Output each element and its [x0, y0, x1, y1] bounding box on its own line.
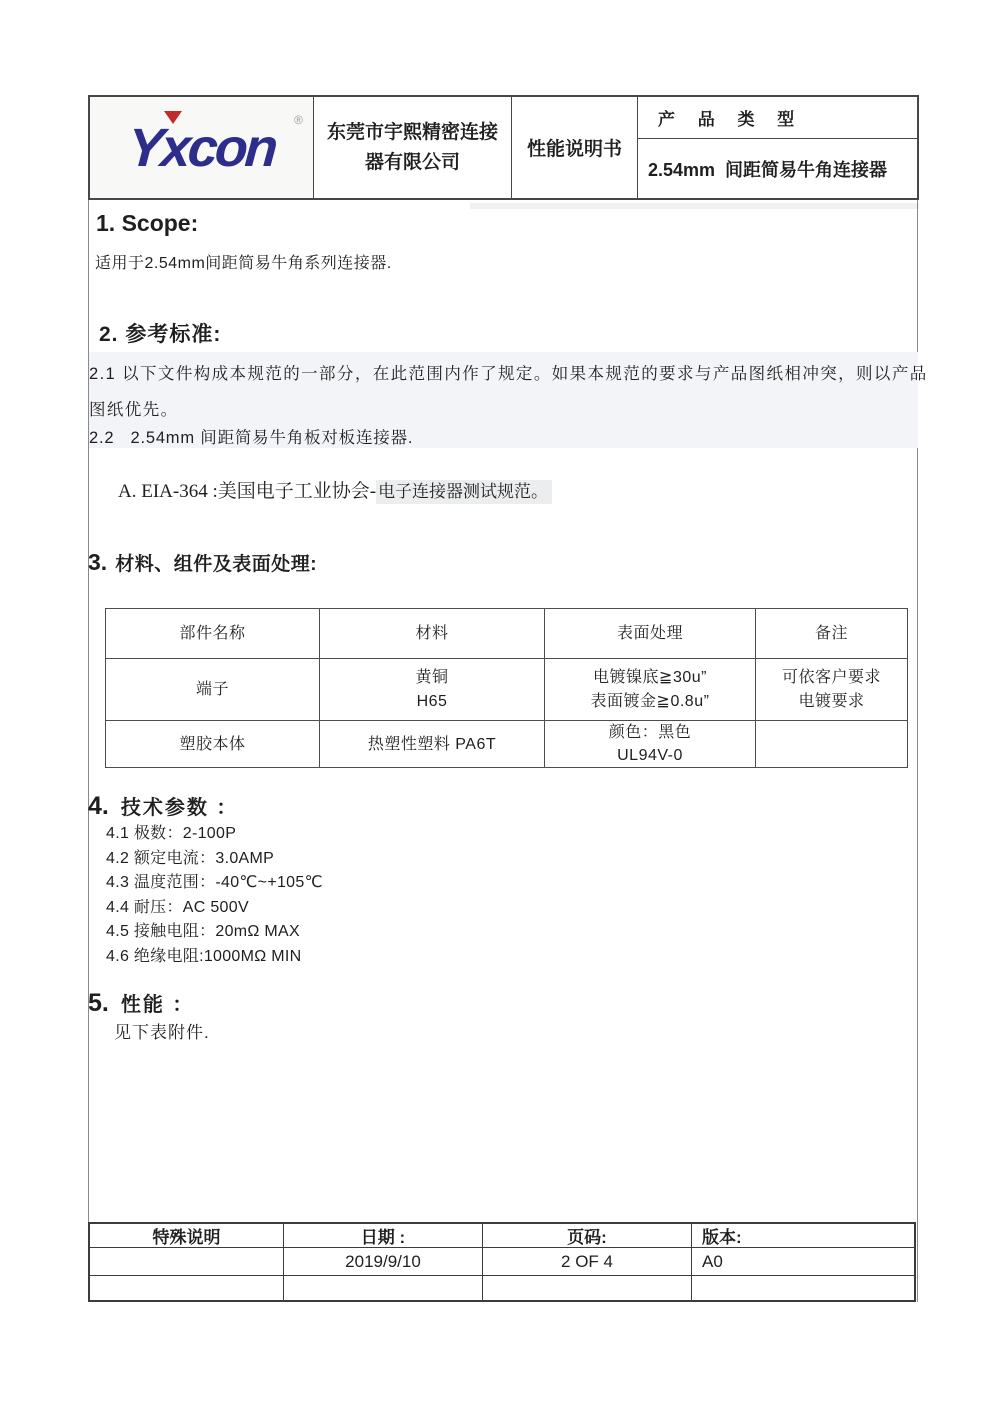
section-2-paragraph-21-line1: 2.1 以下文件构成本规范的一部分，在此范围内作了规定。如果本规范的要求与产品图纸相冲突，则以产品 — [89, 365, 928, 383]
section-3-title — [88, 549, 317, 576]
page-label: 页码: — [483, 1224, 692, 1248]
product-type-cell — [638, 97, 917, 198]
section-1-title: 1. Scope: — [96, 210, 199, 236]
product-type-label: 产 品 类 型 — [638, 97, 917, 139]
surface-line2: UL94V-0 — [617, 747, 683, 765]
special-note-value — [90, 1248, 284, 1276]
footer-empty-cell — [90, 1276, 284, 1300]
table-cell-note-terminal — [756, 659, 907, 721]
table-cell-note-housing — [756, 721, 907, 767]
section-4-title — [88, 791, 238, 821]
surface-line1: 电镀镍底≧30u” — [593, 669, 707, 687]
tech-param-item-contact-resistance: 4.5 接触电阻：20mΩ MAX — [106, 923, 300, 941]
footer-empty-cell — [483, 1276, 692, 1300]
special-note-label: 特殊说明 — [90, 1224, 284, 1248]
material-table-header-material: 材料 — [320, 609, 545, 659]
section-1-body: 适用于2.54mm间距简易牛角系列连接器. — [95, 255, 392, 272]
section-5-title — [88, 988, 194, 1018]
product-type-value: 2.54mm 间距简易牛角连接器 — [648, 159, 888, 180]
material-table-header-part: 部件名称 — [106, 609, 320, 659]
doc-type — [512, 97, 638, 198]
surface-line2: 表面镀金≧0.8u” — [590, 692, 710, 710]
section-4-number: 4. — [88, 792, 109, 820]
table-cell-part-housing: 塑胶本体 — [106, 721, 320, 767]
version-value: A0 — [692, 1248, 914, 1276]
tech-param-item-temperature: 4.3 温度范围：-40℃~+105℃ — [106, 874, 323, 892]
section-4-heading: 技术参数 ： — [120, 797, 239, 819]
tech-param-item-current: 4.2 额定电流：3.0AMP — [106, 849, 275, 867]
tech-param-item-voltage: 4.4 耐压：AC 500V — [106, 898, 249, 916]
table-cell-part-terminal: 端子 — [106, 659, 320, 721]
table-cell-material-housing — [320, 721, 545, 767]
version-label: 版本: — [692, 1224, 914, 1248]
logo-triangle-icon — [164, 111, 182, 124]
company-logo — [90, 97, 314, 198]
footer-empty-cell — [284, 1276, 483, 1300]
surface-line1: 颜色：黑色 — [608, 724, 692, 741]
logo-text: Yxcon — [125, 117, 278, 178]
tech-parameters-list — [106, 822, 323, 970]
date-label: 日期 : — [284, 1224, 483, 1248]
doc-type-label: 性能说明书 — [526, 139, 622, 160]
company-name-line2: 器有限公司 — [364, 151, 460, 173]
header-table — [88, 95, 919, 200]
section-5-heading: 性能 ： — [120, 994, 195, 1016]
table-cell-material-terminal — [320, 659, 545, 721]
company-name-line1: 东莞市宇熙精密连接 — [326, 122, 498, 144]
section-2-paragraph-21-line2: 图纸优先。 — [89, 401, 179, 419]
section-2-paragraph-22: 2.2 2.54mm 间距简易牛角板对板连接器. — [89, 429, 414, 447]
table-cell-surface-terminal — [545, 659, 756, 721]
material-line2: H65 — [416, 692, 448, 710]
material-line1: 黄铜 — [415, 669, 449, 687]
company-name — [314, 97, 512, 198]
logo-registered-mark: ® — [294, 113, 303, 127]
material-table-header-surface: 表面处理 — [545, 609, 756, 659]
section-3-heading: 材料、组件及表面处理: — [115, 554, 318, 575]
reference-a-highlight: 电子连接器测试规范。 — [376, 480, 552, 504]
section-2-title: 2. 参考标准: — [99, 323, 222, 346]
tech-param-item-insulation-resistance: 4.6 绝缘电阻:1000MΩ MIN — [106, 947, 302, 965]
reference-a — [118, 476, 552, 503]
material-table-header-note: 备注 — [756, 609, 907, 659]
footer-table — [88, 1222, 916, 1302]
material-table — [105, 608, 908, 768]
page-value: 2 OF 4 — [483, 1248, 692, 1276]
note-line2: 电镀要求 — [798, 692, 865, 710]
footer-empty-cell — [692, 1276, 914, 1300]
date-value: 2019/9/10 — [284, 1248, 483, 1276]
table-cell-surface-housing — [545, 721, 756, 767]
tech-param-item-poles: 4.1 极数：2-100P — [106, 825, 237, 842]
section-5-number: 5. — [88, 989, 109, 1017]
material-line1: 热塑性塑料 PA6T — [367, 735, 497, 753]
section-3-number: 3. — [88, 549, 108, 575]
reference-a-prefix: A. EIA-364 :美国电子工业协会- — [118, 481, 377, 502]
section-5-body: 见下表附件. — [114, 1023, 210, 1042]
note-line1: 可依客户要求 — [781, 669, 881, 687]
